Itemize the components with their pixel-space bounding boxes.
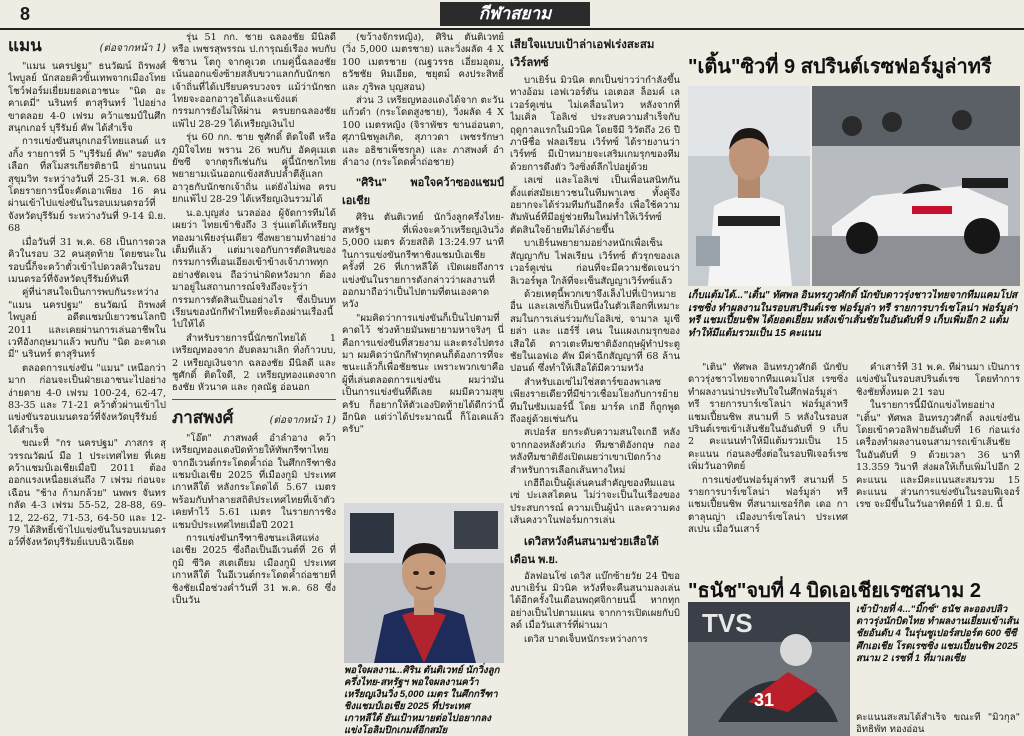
paragraph: อัลฟอนโซ่ เดวิส แบ๊กซ้ายวัย 24 ปีของบาเยิร์น มิวนิค หวังที่จะคืนสนามลงเล่นได้อีกครั้งในเดือนพฤศจิกายนนี้ หากทุกอย่างเป็นไปตามแผน จากการเปิดเผยกับบิลด์ เมื่อวันเสาร์ที่ผ่านมา <box>510 570 680 632</box>
subhead: "ศิริน" พอใจคว้าซองแชมป์เอเชีย <box>342 177 504 208</box>
article-kicker <box>8 32 166 59</box>
paragraph: ค่ำเสาร์ที่ 31 พ.ค. ที่ผ่านมา เป็นการแข่งขันในรอบสปรินต์เรซ โดยทำการชิงชัยทั้งหมด 21 รอบ <box>856 362 1020 398</box>
runner-photo-image <box>344 503 504 663</box>
article-bayern-column <box>510 32 680 732</box>
paragraph: "แมน นครปฐม" ธนวัฒน์ ถิรพงศ์ไพบูลย์ นักสอยคิวขั้นเทพจากเมืองโทย โชว์ฟอร์มเยี่ยมยอดเอาชนะ "นิด อะคาเดมี่" นรินทร์ ตาสุรินทร์ ไปอย่างขาดลอย 4-0 เฟรม คว้าแชมป์ในศึกสนุกเกอร์ บุรีรัมย์ คัพ ได้สำเร็จ <box>8 61 166 135</box>
race-car-photo-image <box>812 86 1020 286</box>
f3-article-left <box>688 362 848 552</box>
paragraph: การแข่งขันสนุกเกอร์ไทยแลนด์ แรงกิ้ง รายการที่ 5 "บุรีรัมย์ คัพ" รอบคัดเลือก ที่สโมสรเกียรติธานี ย่านถนนสุขุมวิท ระหว่างวันที่ 25-31 พ.ค. 68 โดยรายการนี้จะคัดเอาเพียง 16 คนผ่านเข้าไปแข่งขันในรอบเมนดรอว์ที่จังหวัดบุรีรัมย์ ระหว่างวันที่ 9-14 มิ.ย. 68 <box>8 136 166 235</box>
paragraph: รุ่น 60 กก. ชาย ชูศักดิ์ ติดใจดี หรือ ภูมิใจไทย พราน 26 พบกับ อัคคุเมเต ยัซซี จากตุรกีเช่นกัน คู่นี้นักชกไทยพยายามเน้นออกแข้งสลับปล้ำตีสู้แลกอาวุธกับนักชกเจ้าถิ่น แต่ยังไม่พอ ครบยกแพ้ไป 28-29 ได้เหรียญเงินรวมได้ <box>172 132 336 206</box>
driver-photo <box>688 86 810 286</box>
f3-headline: "เติ้น"ซิวที่ 9 สปรินต์เรซฟอร์มูล่าทรี <box>688 56 992 78</box>
paragraph: บาเยิร์น มิวนิค ตกเป็นข่าวว่ากำลังขึ้นทางอ้อม เอฟเวอร์ตัน เอเตอส ล็อมค์ เลเวอร์คูเซ่น ไม่เคลื่อนไหว หลังจากที่ ไมเคิ่ล โอลิเซ่ ประสบความสำเร็จกับฤดูกาลแรกในมิวนิค โดยจีมี วิวัตถึง 26 ปี ภาษีชื่อ ฟลอเรียน เวิร์ทซ์ ได้รายงานว่า เวิร์ทซ์ มีเป้าหมายจะเสริมเกมรุกของทีมด้วยการดึงตัว วิงซิ่งต์ลีกไปอยู่ด้วย <box>510 75 680 173</box>
f3-photo-caption: เก็บแต้มได้..."เติ้น" ทัศพล อินทรภูวศักดิ์ นักขับดาวรุ่งชาวไทยจากทีมแคมโปส เรซซิ่ง ทำผลงานในรอบสปรินต์เรซ ฟอร์มูล่า ทรี รายการบาร์เซโลน่า ฟอร์มูล่า ทรี แชมเปี้ยนชิพ ได้ยอดเยี่ยม หลังเข้าเส้นชัยในอันดับที่ 9 เก็บเพิ่มอีก 2 แต้ม ทำให้มีแต้มรวมเป็น 15 คะแนน <box>688 290 1018 339</box>
runner-photo-caption: พอใจผลงาน...ศิริน ตันติเวทย์ นักวิ่งลูกครึ่งไทย-สหรัฐฯ พอใจผลงานคว้าเหรียญเงินวิ่ง 5,000 เมตร ในศึกกรีฑาชิงแชมป์เอเชีย 2025 ที่ประเทศเกาหลีใต้ ยันเป้าหมายต่อไปอยากลงแข่งโอลิมปิกเกมส์อีกสมัย <box>344 665 500 736</box>
paragraph: "โอ๊ต" ภาสพงศ์ อำลำอาง คว้าเหรียญทองแดงปิดท้ายให้ทัพกรีฑาไทยจากอีเวนต์กระโดดค้ำถ่อ ในศึกกรีฑาชิงแชมป์เอเชีย 2025 ที่เมืองกูมิ ประเทศเกาหลีใต้ หลังกระโดดได้ 5.67 เมตร พร้อมกับทำลายสถิติประเทศไทยที่เจ้าตัวเคยทำไว้ 5.61 เมตร ในรายการชิงแชมป์ประเทศไทยเมื่อปี 2021 <box>172 432 336 531</box>
paragraph: เลเซ่ และโอลิเซ่ เป็นเพื่อนสนิทกันตั้งแต่สมัยเยาวชนในทีมพาเลซ ทั้งคู่จึงอยากจะได้ร่วมทีมกันอีกครั้ง เพื่อใช้ความสัมพันธ์ที่มีอยู่ช่วยทีมใหม่ทำให้เวิร์ทซ์ตัดสินใจย้ายทีมได้ง่ายขึ้น <box>510 175 680 236</box>
lead-headline: เสียใจแบบเป้าล่าเอฟเร่งสะสมเวิร์ลทซ์ <box>510 39 655 69</box>
page-header <box>0 0 1024 30</box>
motorbike-photo <box>688 602 850 736</box>
paragraph: รุ่น 51 กก. ชาย ฉลองชัย มีนิลดี หรือ เพชรสุพรรณ ป.การุณย์เรือง พบกับ ชิชาน โตกู จากคูเวต เกมคู่นี้ฉลองชัยเน้นออกแข้งซ้ายสลับขวาแลกกับนักชกเจ้าถิ่นที่ได้เปรียบครบวงจร แม้ว่านักชกไทยจะออกอาวุธได้และแข้งแต่กรรมการยังไม่ให้ผ่าน ครบยกฉลองชัยแพ้ไป 28-29 ได้เหรียญเงินไป <box>172 32 336 130</box>
paragraph: สเปอร์ส ยกระดับความสนใจเกฮี หลังจากกองหลังตัวเก่ง ทีมชาติอังกฤษ กองหลังทีมชาติยังเปิดเผยว่าเขาเปิดกว้างสำหรับการเลือกเส้นทางใหม่ <box>510 427 680 476</box>
continued-note: (ต่อจากหน้า 1) <box>269 414 336 426</box>
paragraph: เกฮีถือเป็นผู้เล่นคนสำคัญของทีมแอนเซ่ ปะเลสไตคน ไม่ว่าจะเป็นในเรื่องของประสบการณ์ ความเป็นผู้นำ และความคงเส้นคงวาในฟอร์มการเล่น <box>510 478 680 527</box>
driver-photo-image <box>688 86 810 286</box>
asia-race-article <box>856 712 1020 736</box>
article-boxing-column <box>172 32 336 732</box>
paragraph: "ผมคิดว่าการแข่งขันก็เป็นไปตามที่คาดไว้ ช่วงท้ายมันพยายามหาจริงๆ นี่คือการแข่งขันที่สวยงาม และตรงไปตรงมา ผมคิดว่านักกีฬาทุกคนก็ต้องการที่จะชนะแล้วก็เพื่อชัยชนะ เพราะพวกเขาคือผู้ที่เล่นตลอดการแข่งขัน ผมว่ามันเป็นการแข่งขันที่ดีเลย ผมมีความสุขครับ ก็อยากให้ตัวเองปิดท้ายได้ดีกว่านี้อีกนิด แต่ว่าได้ประมาณนี้ ก็โอเคแล้วครับ" <box>342 312 504 436</box>
paragraph: เดวิส บาดเจ็บหนักระหว่างการ <box>524 633 648 645</box>
paragraph: สำหรับเอเซ่ไม่ใช่สตาร์ของพาเลซเพียงรายเดียวที่มีข่าวเชื่อมโยงกับการย้ายทีมในซัมเมอร์นี้ โดย มาร์ค เกฮี ก็ถูกพูดถึงอยู่ด้วยเช่นกัน <box>510 376 680 425</box>
paragraph: ในรายการนี้มีนักแข่งไทยอย่าง "เติ้น" ทัศพล อินทรภูวศักดิ์ ลงแข่งขันโดยเข้าควอลิฟายอันดับที่ 16 ก่อนเร่งเครื่องทำผลงานจนสามารถเข้าเส้นชัยในอันดับที่ 9 ด้วยเวลา 36 นาที 13.359 วินาที ส่งผลให้เก็บเพิ่มไปอีก 2 คะแนน และมีคะแนนสะสมรวม 15 คะแนน ส่วนการแข่งขันในรอบฟีเจอร์เรซ จะมีขึ้นในวันอาทิตย์ที่ 1 มิ.ย. นี้ <box>856 400 1020 511</box>
article-man-column <box>8 32 166 732</box>
page-number: 8 <box>20 4 31 24</box>
subhead: เดวิสหวังคืนสนามช่วยเสือใต้เดือน พ.ย. <box>510 535 659 566</box>
paragraph: ขณะที่ "กร นครปฐม" ภาสกร สุวรรณวัฒน์ มือ 1 ประเทศไทย ที่เคยคว้าแชมป์เอเชียเมื่อปี 2011 ต้องออกแรงเหนื่อยเล่นถึง 7 เฟรม ก่อนจะเฉือน "ช้าง ก้ามกล้วย" นพพร จันทรกลัด 4-3 เฟรม 55-52, 28-88, 69-12, 22-62, 71-53, 64-50 และ 12-79 ได้สิทธิ์เข้าไปแข่งขันในรอบเมนดรอว์ที่จังหวัดบุรีรัมย์แบบฉิวเฉียด <box>8 438 166 549</box>
paragraph: การแข่งขันฟอร์มูล่าทรี สนามที่ 5 รายการบาร์เซโลน่า ฟอร์มูล่า ทรี แชมเปี้ยนชิพ ที่สนามเซอร์กิต เดอ กาตาลุนญ่า เมืองบาร์เซโลน่า ประเทศสเปน เมื่อวันเสาร์ <box>688 474 848 536</box>
paragraph: เมื่อวันที่ 31 พ.ค. 68 เป็นการดวลคิวในรอบ 32 คนสุดท้าย โดยชนะในรอบนี้ก็จะคว้าตั๋วเข้าไปดวลคิวในรอบเมนดรอว์ที่จังหวัดบุรีรัมย์ทันที <box>8 236 166 285</box>
svg-text:31: 31 <box>754 690 775 710</box>
svg-text:TVS: TVS <box>702 608 753 638</box>
continued-note: (ต่อจากหน้า 1) <box>99 43 166 54</box>
paragraph: ส่วน 3 เหรียญทองแดงได้จาก ตะวัน แก้วดำ (กระโดดสูงชาย), วิ่งผลัด 4 X 100 เมตรหญิง (จิราพัชร ขานอ่อนตา, ศุภานิชพูลเกิด, สุภาวดา เพชรรักษา และ อธิชาเพ็ชรกุล) และ ภาสพงศ์ อำลำอาง (กระโดดค้ำถ่อชาย) <box>342 95 504 169</box>
divider <box>172 399 336 400</box>
paragraph: "เติ้น" ทัศพล อินทรภูวศักดิ์ นักขับดาวรุ่งชาวไทยจากทีมแคมโปส เรซซิ่ง ทำผลงานน่าประทับใจในศึกฟอร์มูล่าทรี รายการบาร์เซโลน่า ฟอร์มูล่าทรี แชมเปี้ยนชิพ สนามที่ 5 หลังในรอบสปรินต์เรซเข้าเส้นชัยในอันดับที่ 9 เก็บ 2 คะแนนทำให้มีแต้มรวมเป็น 15 คะแนน ก่อนลงซึ่งต่อในรอบฟีเจอร์เรซเพิ่มวันอาทิตย์ <box>688 362 848 473</box>
article-sirin-column <box>342 32 504 502</box>
runner-photo <box>344 503 504 663</box>
paragraph: (ขว้างจักรหญิง), ศิริน ตันติเวทย์ (วิ่ง 5,000 เมตรชาย) และวิ่งผลัด 4 X 100 เมตรชาย (ณฐวรรธ เอี่ยมอุดม, ธวัชชัย หิมเอียด, ชยุตม์ คงประสิทธิ์ และ ภูริพล บุญสอน) <box>342 32 504 93</box>
kicker-text: ภาสพงศ์ <box>172 407 234 427</box>
paragraph: ด้วยเหตุนี้พวกเขาจึงเล็งไปที่เป้าหมายอื่น และเลเซ่ก็เป็นหนึ่งในตัวเลือกที่เหมาะสมในการเล่นร่วมกับโอลิเซ่, จามาล มูเซียล่า และ แฮร์รี่ เคน ในแผงเกมรุกของเสือใต้ ดาวเตะทีมชาติอังกฤษผู้ทำประตูชัยในเอฟเอ คัพ มีค่าฉีกสัญญาที่ 68 ล้านปอนด์ ซึ่งทำให้เสือใต้มีความหวัง <box>510 288 680 375</box>
kicker-text: แมน <box>8 36 42 55</box>
paragraph: คู่ที่น่าสนใจเป็นการพบกันระหว่าง "แมน นครปฐม" ธนวัฒน์ ถิรพงศ์ไพบูลย์ อดีตแชมป์เยาวชนโลกปี 2011 และเคยผ่านการเล่นอาชีพในเวทีอังกฤษมาแล้ว พบกับ "นิด อะคาเดมี่" นรินทร์ ตาสุรินทร์ <box>8 287 166 361</box>
motorbike-photo-image <box>688 602 850 736</box>
paragraph: การแข่งขันกรีฑาชิงชนะเลิศแห่งเอเชีย 2025 ซึ่งถือเป็นอีเวนต์ที่ 26 ที่ กูมิ ซีวิค สเตเดียม เมืองกูมิ ประเทศเกาหลีใต้ ในอีเวนต์กระโดดค้ำถ่อชายที่ชิงชัยเมื่อช่วงค่ำวันที่ 31 พ.ค. 68 ซึ่งเป็นวัน <box>172 533 336 607</box>
motorbike-photo-caption: เข้าป้ายที่ 4..."มิ๊กซ์" ธนัช ละอองปลิว ดาวรุ่งนักบิดไทย ทำผลงานเยี่ยมเข้าเส้นชัยอันดับ 4 ในรุ่นซูเปอร์สปอร์ต 600 ซีซี ศึกเอเชีย โรดเรซซิ่ง แชมเปี้ยนชิพ 2025 สนาม 2 เรซที่ 1 ที่มาเลเซีย <box>856 604 1019 664</box>
paragraph: น.อ.บุญส่ง นวลอ่อง ผู้จัดการทีมได้เผยว่า ไทยเข้าชิงถึง 3 รุ่นแต่ได้เหรียญทองมาเพียงรุ่นเดียว ซึ่งพยายามทำอย่างเต็มที่แล้ว แต่มาเจอกับการตัดสินของกรรมการที่เอนเอียงเข้าข้างเจ้าภาพทุกอย่างชัดเจน ถือว่าน่าผิดหวังมาก ต้องมาอยู่ในสถานการณ์จริงถึงจะรู้ว่ากรรมการตัดสินเป็นอย่างไร ซึ่งเป็นบทเรียนของนักกีฬาไทยที่จะต้องผ่านเรื่องนี้ไปให้ได้ <box>172 207 336 331</box>
f3-article-right <box>856 362 1020 552</box>
paragraph: คะแนนสะสมได้สำเร็จ ขณะที่ "มิวกุล" อิทธิพัท ทองอ่อน <box>856 712 1020 736</box>
paragraph: สำหรับรายการนี้นักชกไทยได้ 1 เหรียญทองจาก อับดลมาเลิก ทิ่งก้าวบบ, 2 เหรียญเงินจาก ฉลองชัย มีนิลดี และ ชูศักดิ์ ติดใจดี, 2 เหรียญทองแดงจาก ธงชัย หัวนาค และ กุลณัฐ อ่อนอก <box>172 332 336 394</box>
article-kicker <box>172 404 336 431</box>
asia-race-headline: "ธนัช"จบที่ 4 บิดเอเชียเรซสนาม 2 <box>688 580 982 602</box>
section-title: กีฬาสยาม <box>440 2 590 26</box>
paragraph: ตลอดการแข่งขัน "แมน" เหนือกว่ามาก ก่อนจะเป็นฝ่ายเอาชนะไปอย่างง่ายดาย 4-0 เฟรม 100-24, 62-47, 83-35 และ 71-21 คว้าตั๋วผ่านเข้าไปแข่งขันรอบเมนดรอว์ที่จังหวัดบุรีรัมย์ได้สำเร็จ <box>8 362 166 436</box>
paragraph: ศิริน ตันติเวทย์ นักวิ่งลูกครึ่งไทย-สหรัฐฯ ที่เพิ่งจะคว้าเหรียญเงินวิ่ง 5,000 เมตร ด้วยสถิติ 13:24.97 นาที ในการแข่งขันกรีฑาชิงแชมป์เอเชีย ครั้งที่ 26 ที่เกาหลีใต้ เปิดเผยถึงการแข่งขันในรายการดังกล่าวว่าผลงานที่ออกมาถือว่าเป็นไปตามที่ตนเองคาดหวัง <box>342 212 504 311</box>
paragraph: บาเยิร์นพยายามอย่างหนักเพื่อเซ็นสัญญากับ ไฟลเรียน เวิร์ทซ์ ตัวรุกของเลเวอร์คูเซ่น ก่อนที่จะมีความชัดเจนว่าลิเวอร์พูล ใกล้ที่จะเซ็นสัญญาเวิร์ทซ์แล้ว <box>510 238 680 287</box>
race-car-photo <box>812 86 1020 286</box>
